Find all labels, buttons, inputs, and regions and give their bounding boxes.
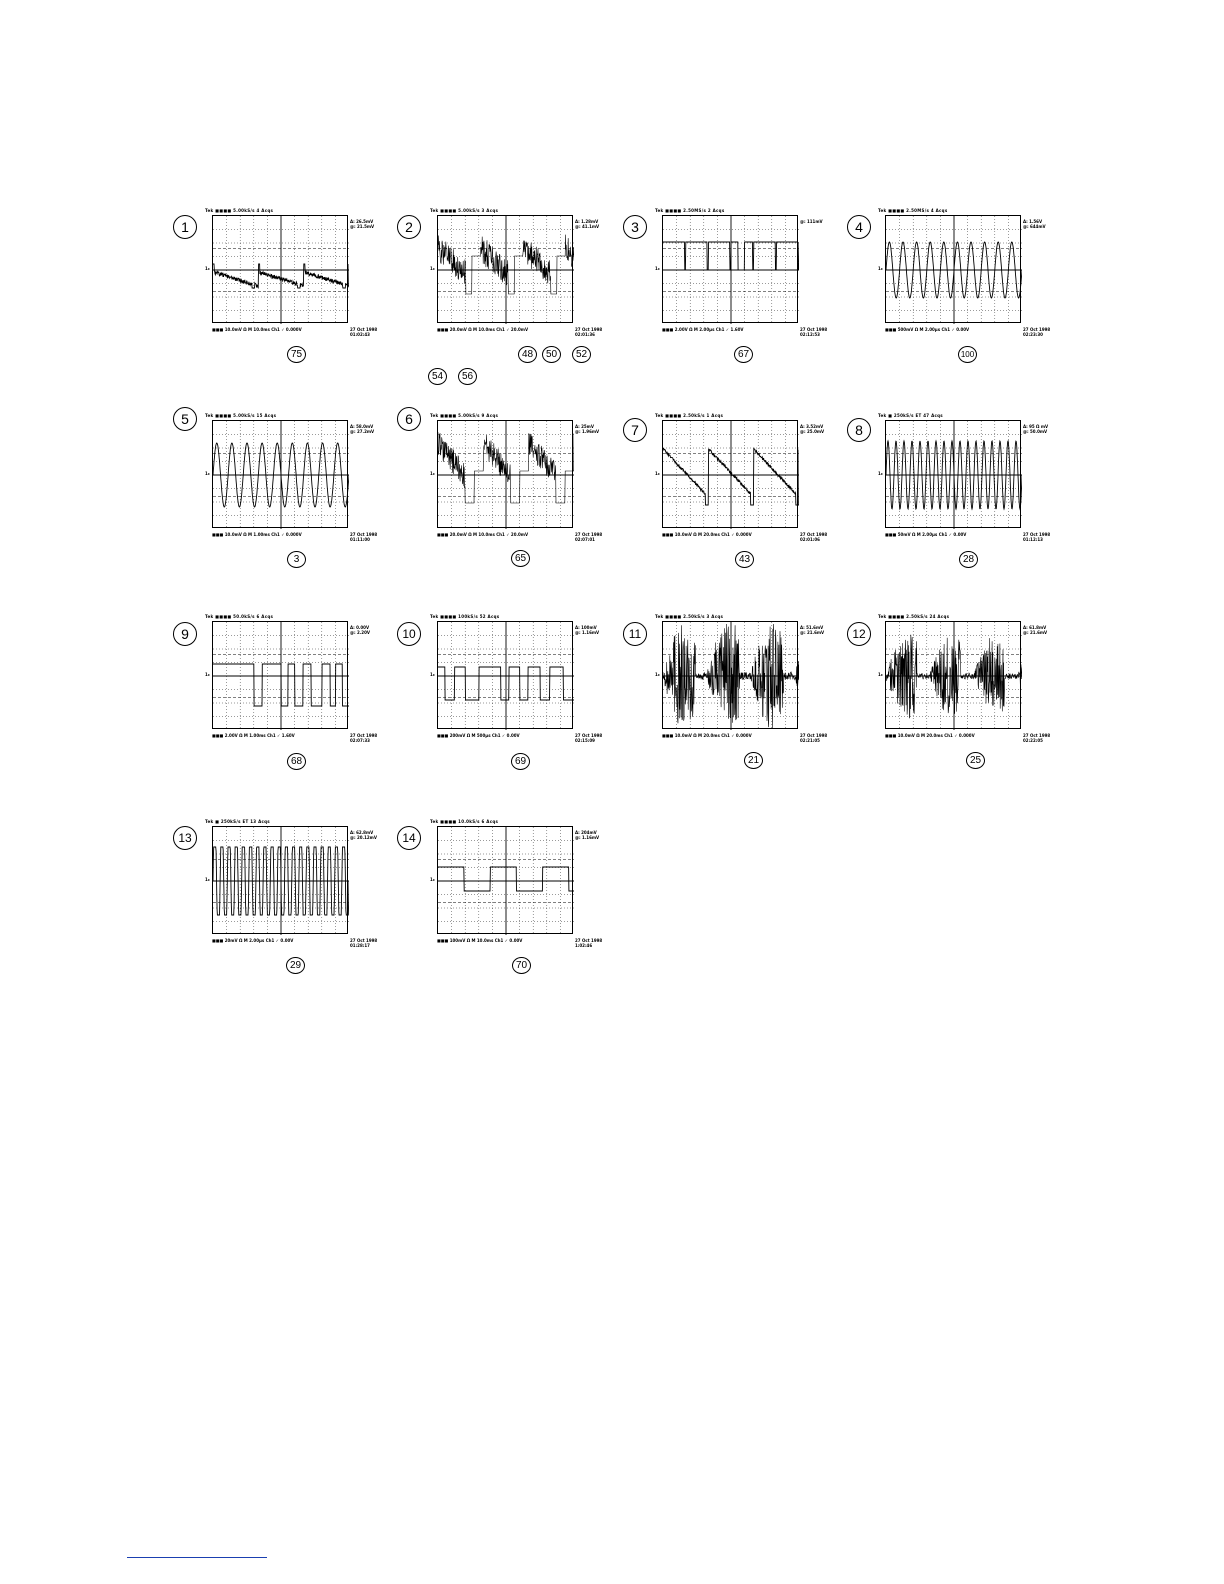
measurement-readout: Δ: 3.52mV @: 25.0mV (800, 424, 825, 434)
scope-settings-footer: ■■■ 500mV Ω M 2.00µs Ch1 ✓ 0.00V (885, 327, 970, 332)
measurement-readout: Δ: 61.8mV @: 21.6mV (1023, 625, 1048, 635)
oscilloscope-screen (212, 215, 348, 323)
timestamp-readout: 27 Oct 1998 02:07:33 (350, 733, 378, 743)
timestamp-readout: 27 Oct 1998 02:12:53 (800, 327, 828, 337)
scope-header-text: Tek ■■■■ 100kS/s 52 Acqs (430, 614, 500, 619)
waveform-plot (663, 622, 799, 730)
scope-settings-footer: ■■■ 10.0mV Ω M 10.0ms Ch1 ✓ 0.000V (212, 327, 302, 332)
reference-number-circle: 56 (458, 368, 477, 385)
oscilloscope-screen (662, 420, 798, 528)
waveform-plot (438, 827, 574, 935)
panel-number-badge: 7 (623, 418, 647, 442)
measurement-readout: @: 111mV (800, 219, 823, 224)
oscilloscope-screen (662, 621, 798, 729)
measurement-readout: Δ: 95 Ω mV @: 50.0mV (1023, 424, 1049, 434)
oscilloscope-screen (885, 420, 1021, 528)
panel-number-badge: 4 (847, 215, 871, 239)
scope-settings-footer: ■■■ 10.0mV Ω M 20.0ms Ch1 ✓ 0.000V (662, 532, 752, 537)
measurement-readout: Δ: 0.00V @: 2.20V (350, 625, 370, 635)
reference-number-circle: 100 (958, 346, 977, 363)
reference-number-circle: 25 (966, 752, 985, 769)
waveform-plot (886, 622, 1022, 730)
reference-number-circle: 68 (287, 753, 306, 770)
channel-marker: 1▸ (878, 266, 884, 271)
channel-marker: 1▸ (430, 672, 436, 677)
scope-header-text: Tek ■■■■ 10.0kS/s 6 Acqs (430, 819, 499, 824)
timestamp-readout: 27 Oct 1998 02:01:06 (800, 532, 828, 542)
timestamp-readout: 27 Oct 1998 02:15:09 (575, 733, 603, 743)
scope-header-text: Tek ■■■■ 2.50MS/s 2 Acqs (655, 208, 725, 213)
waveform-trace (213, 664, 349, 706)
channel-marker: 1▸ (205, 672, 211, 677)
reference-number-circle: 52 (572, 346, 591, 363)
timestamp-readout: 27 Oct 1998 01:12:13 (1023, 532, 1051, 542)
scope-settings-footer: ■■■ 20.0mV Ω M 10.0ms Ch1 ✓ 20.0mV (437, 327, 529, 332)
channel-marker: 1▸ (430, 471, 436, 476)
timestamp-readout: 27 Oct 1998 01:28:17 (350, 938, 378, 948)
timestamp-readout: 27 Oct 1998 02:21:05 (800, 733, 828, 743)
panel-number-badge: 9 (173, 622, 197, 646)
timestamp-readout: 27 Oct 1998 01:11:00 (350, 532, 378, 542)
measurement-readout: Δ: 26.5mV @: 21.5mV (350, 219, 375, 229)
waveform-plot (663, 216, 799, 324)
reference-number-circle: 29 (286, 957, 305, 974)
waveform-trace (663, 242, 799, 270)
oscilloscope-screen (885, 215, 1021, 323)
channel-marker: 1▸ (205, 877, 211, 882)
scope-header-text: Tek ■■■■ 2.50kS/s 24 Acqs (878, 614, 950, 619)
scope-header-text: Tek ■■■■ 5.00kS/s 3 Acqs (430, 208, 499, 213)
scope-settings-footer: ■■■ 20.0mV Ω M 10.0ms Ch1 ✓ 20.0mV (437, 532, 529, 537)
waveform-plot (438, 216, 574, 324)
panel-number-badge: 8 (847, 418, 871, 442)
panel-number-badge: 1 (173, 215, 197, 239)
panel-number-badge: 11 (623, 622, 647, 646)
panel-number-badge: 12 (847, 622, 871, 646)
oscilloscope-screen (212, 826, 348, 934)
panel-number-badge: 5 (173, 407, 197, 431)
waveform-trace (886, 635, 1022, 719)
timestamp-readout: 27 Oct 1998 02:01:36 (575, 327, 603, 337)
footnote-rule (127, 1557, 267, 1558)
scope-settings-footer: ■■■ 10.0mV Ω M 20.0ms Ch1 ✓ 0.000V (885, 733, 975, 738)
reference-number-circle: 48 (518, 346, 537, 363)
measurement-readout: Δ: 58.0mV @: 27.2mV (350, 424, 375, 434)
panel-number-badge: 14 (397, 826, 421, 850)
waveform-plot (213, 421, 349, 529)
waveform-plot (213, 827, 349, 935)
scope-settings-footer: ■■■ 2.00V Ω M 1.00ms Ch1 ✓ 1.60V (212, 733, 295, 738)
scope-settings-footer: ■■■ 20mV Ω M 2.00µs Ch1 ✓ 0.00V (212, 938, 294, 943)
scope-settings-footer: ■■■ 100mV Ω M 10.0ms Ch1 ✓ 0.00V (437, 938, 523, 943)
channel-marker: 1▸ (655, 266, 661, 271)
reference-number-circle: 69 (511, 753, 530, 770)
waveform-plot (438, 421, 574, 529)
waveform-plot (663, 421, 799, 529)
scope-settings-footer: ■■■ 10.0mV Ω M 1.00ms Ch1 ✓ 0.000V (212, 532, 302, 537)
reference-number-circle: 54 (428, 368, 447, 385)
reference-number-circle: 75 (287, 346, 306, 363)
channel-marker: 1▸ (878, 672, 884, 677)
scope-header-text: Tek ■ 250kS/s ET 47 Acqs (878, 413, 943, 418)
oscilloscope-screen (885, 621, 1021, 729)
measurement-readout: Δ: 62.8mV @: 20.12mV (350, 830, 377, 840)
measurement-readout: Δ: 51.6mV @: 21.6mV (800, 625, 825, 635)
scope-header-text: Tek ■■■■ 5.00kS/s 4 Acqs (205, 208, 274, 213)
reference-number-circle: 21 (744, 752, 763, 769)
reference-number-circle: 70 (512, 957, 531, 974)
timestamp-readout: 27 Oct 1998 01:02:43 (350, 327, 378, 337)
scope-header-text: Tek ■■■■ 2.50kS/s 3 Acqs (655, 614, 724, 619)
scope-header-text: Tek ■■■■ 2.50MS/s 4 Acqs (878, 208, 948, 213)
reference-number-circle: 67 (734, 346, 753, 363)
panel-number-badge: 2 (397, 215, 421, 239)
channel-marker: 1▸ (878, 471, 884, 476)
channel-marker: 1▸ (430, 877, 436, 882)
oscilloscope-screen (212, 420, 348, 528)
channel-marker: 1▸ (430, 266, 436, 271)
oscilloscope-screen (437, 826, 573, 934)
timestamp-readout: 27 Oct 1998 02:07:01 (575, 532, 603, 542)
measurement-readout: Δ: 25mV @: 1.96mV (575, 424, 600, 434)
channel-marker: 1▸ (655, 471, 661, 476)
reference-number-circle: 43 (735, 551, 754, 568)
oscilloscope-screen (437, 621, 573, 729)
scope-settings-footer: ■■■ 50mV Ω M 2.00µs Ch1 ✓ 0.00V (885, 532, 967, 537)
panel-number-badge: 13 (173, 826, 197, 850)
measurement-readout: Δ: 1.28mV @: 41.1mV (575, 219, 600, 229)
oscilloscope-screen (437, 420, 573, 528)
scope-settings-footer: ■■■ 200mV Ω M 500µs Ch1 ✓ 0.00V (437, 733, 520, 738)
timestamp-readout: 27 Oct 1998 1:02:46 (575, 938, 603, 948)
scope-header-text: Tek ■■■■ 2.50kS/s 1 Acqs (655, 413, 724, 418)
timestamp-readout: 27 Oct 1998 02:22:05 (1023, 733, 1051, 743)
scope-settings-footer: ■■■ 2.00V Ω M 2.00µs Ch1 ✓ 1.60V (662, 327, 744, 332)
waveform-plot (886, 421, 1022, 529)
channel-marker: 1▸ (205, 266, 211, 271)
reference-number-circle: 28 (959, 551, 978, 568)
oscilloscope-screen (437, 215, 573, 323)
scope-header-text: Tek ■■■■ 50.0kS/s 6 Acqs (205, 614, 274, 619)
scope-header-text: Tek ■■■■ 5.00kS/s 9 Acqs (430, 413, 499, 418)
measurement-readout: Δ: 204mV @: 1.16mV (575, 830, 600, 840)
reference-number-circle: 3 (287, 551, 306, 568)
reference-number-circle: 65 (511, 550, 530, 567)
measurement-readout: Δ: 100mV @: 1.16mV (575, 625, 600, 635)
oscilloscope-screen (212, 621, 348, 729)
channel-marker: 1▸ (655, 672, 661, 677)
panel-number-badge: 6 (397, 407, 421, 431)
channel-marker: 1▸ (205, 471, 211, 476)
panel-number-badge: 3 (623, 215, 647, 239)
scope-header-text: Tek ■ 250kS/s ET 13 Acqs (205, 819, 270, 824)
oscilloscope-screen (662, 215, 798, 323)
reference-number-circle: 50 (542, 346, 561, 363)
waveform-plot (213, 216, 349, 324)
timestamp-readout: 27 Oct 1998 02:23:30 (1023, 327, 1051, 337)
panel-number-badge: 10 (397, 622, 421, 646)
waveform-plot (438, 622, 574, 730)
waveform-plot (213, 622, 349, 730)
waveform-plot (886, 216, 1022, 324)
scope-settings-footer: ■■■ 10.0mV Ω M 20.0ms Ch1 ✓ 0.000V (662, 733, 752, 738)
measurement-readout: Δ: 1.56V @: 644mV (1023, 219, 1046, 229)
scope-header-text: Tek ■■■■ 5.00kS/s 15 Acqs (205, 413, 277, 418)
